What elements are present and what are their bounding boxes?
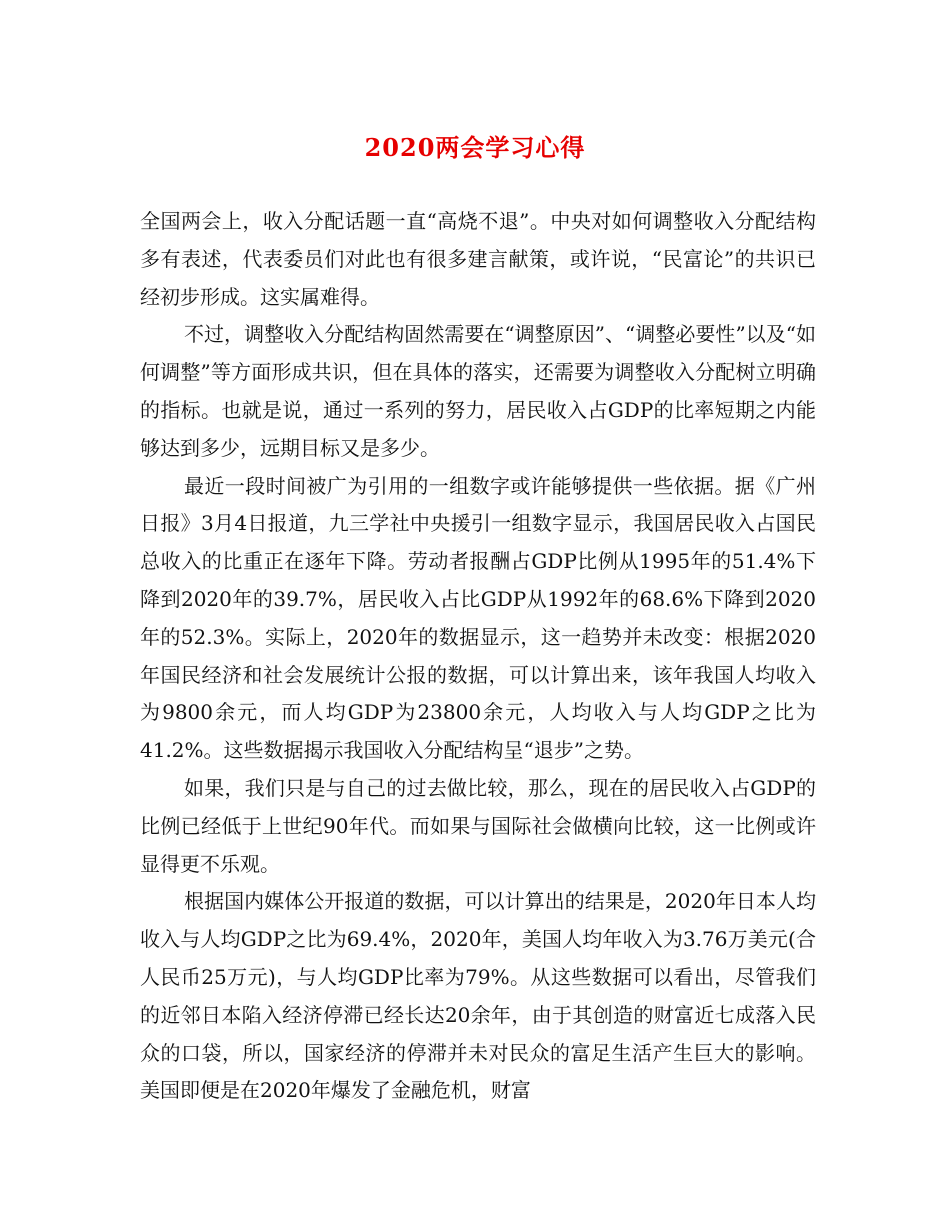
paragraph-2: 不过，调整收入分配结构固然需要在“调整原因”、“调整必要性”以及“如何调整”等方面形成共识，但在具体的落实，还需要为调整收入分配树立明确的指标。也就是说，通过一系列的努力，居民收入占GDP的比率短期之内能够达到多少，远期目标又是多少。 xyxy=(140,322,816,460)
paragraph-4: 如果，我们只是与自己的过去做比较，那么，现在的居民收入占GDP的比例已经低于上世纪90年代。而如果与国际社会做横向比较，这一比例或许显得更不乐观。 xyxy=(140,775,816,876)
document-body xyxy=(140,203,816,1110)
paragraph-5: 根据国内媒体公开报道的数据，可以计算出的结果是，2020年日本人均收入与人均GDP之比为69.4%，2020年，美国人均年收入为3.76万美元(合人民币25万元)，与人均GDP比率为79%。从这些数据可以看出，尽管我们的近邻日本陷入经济停滞已经长达20余年，由于其创造的财富近七成落入民众的口袋，所以，国家经济的停滞并未对民众的富足生活产生巨大的影响。美国即便是在2020年爆发了金融危机，财富 xyxy=(140,889,816,1103)
paragraph-1: 全国两会上，收入分配话题一直“高烧不退”。中央对如何调整收入分配结构多有表述，代表委员们对此也有很多建言献策，或许说，“民富论”的共识已经初步形成。这实属难得。 xyxy=(140,209,816,309)
document-title: 2020两会学习心得 xyxy=(364,133,586,162)
paragraph-3: 最近一段时间被广为引用的一组数字或许能够提供一些依据。据《广州日报》3月4日报道，九三学社中央援引一组数字显示，我国居民收入占国民总收入的比重正在逐年下降。劳动者报酬占GDP比例从1995年的51.4%下降到2020年的39.7%，居民收入占比GDP从1992年的68.6%下降到2020年的52.3%。实际上，2020年的数据显示，这一趋势并未改变：根据2020年国民经济和社会发展统计公报的数据，可以计算出来，该年我国人均收入为9800余元，而人均GDP为23800余元，人均收入与人均GDP之比为41.2%。这些数据揭示我国收入分配结构呈“退步”之势。 xyxy=(140,473,816,763)
